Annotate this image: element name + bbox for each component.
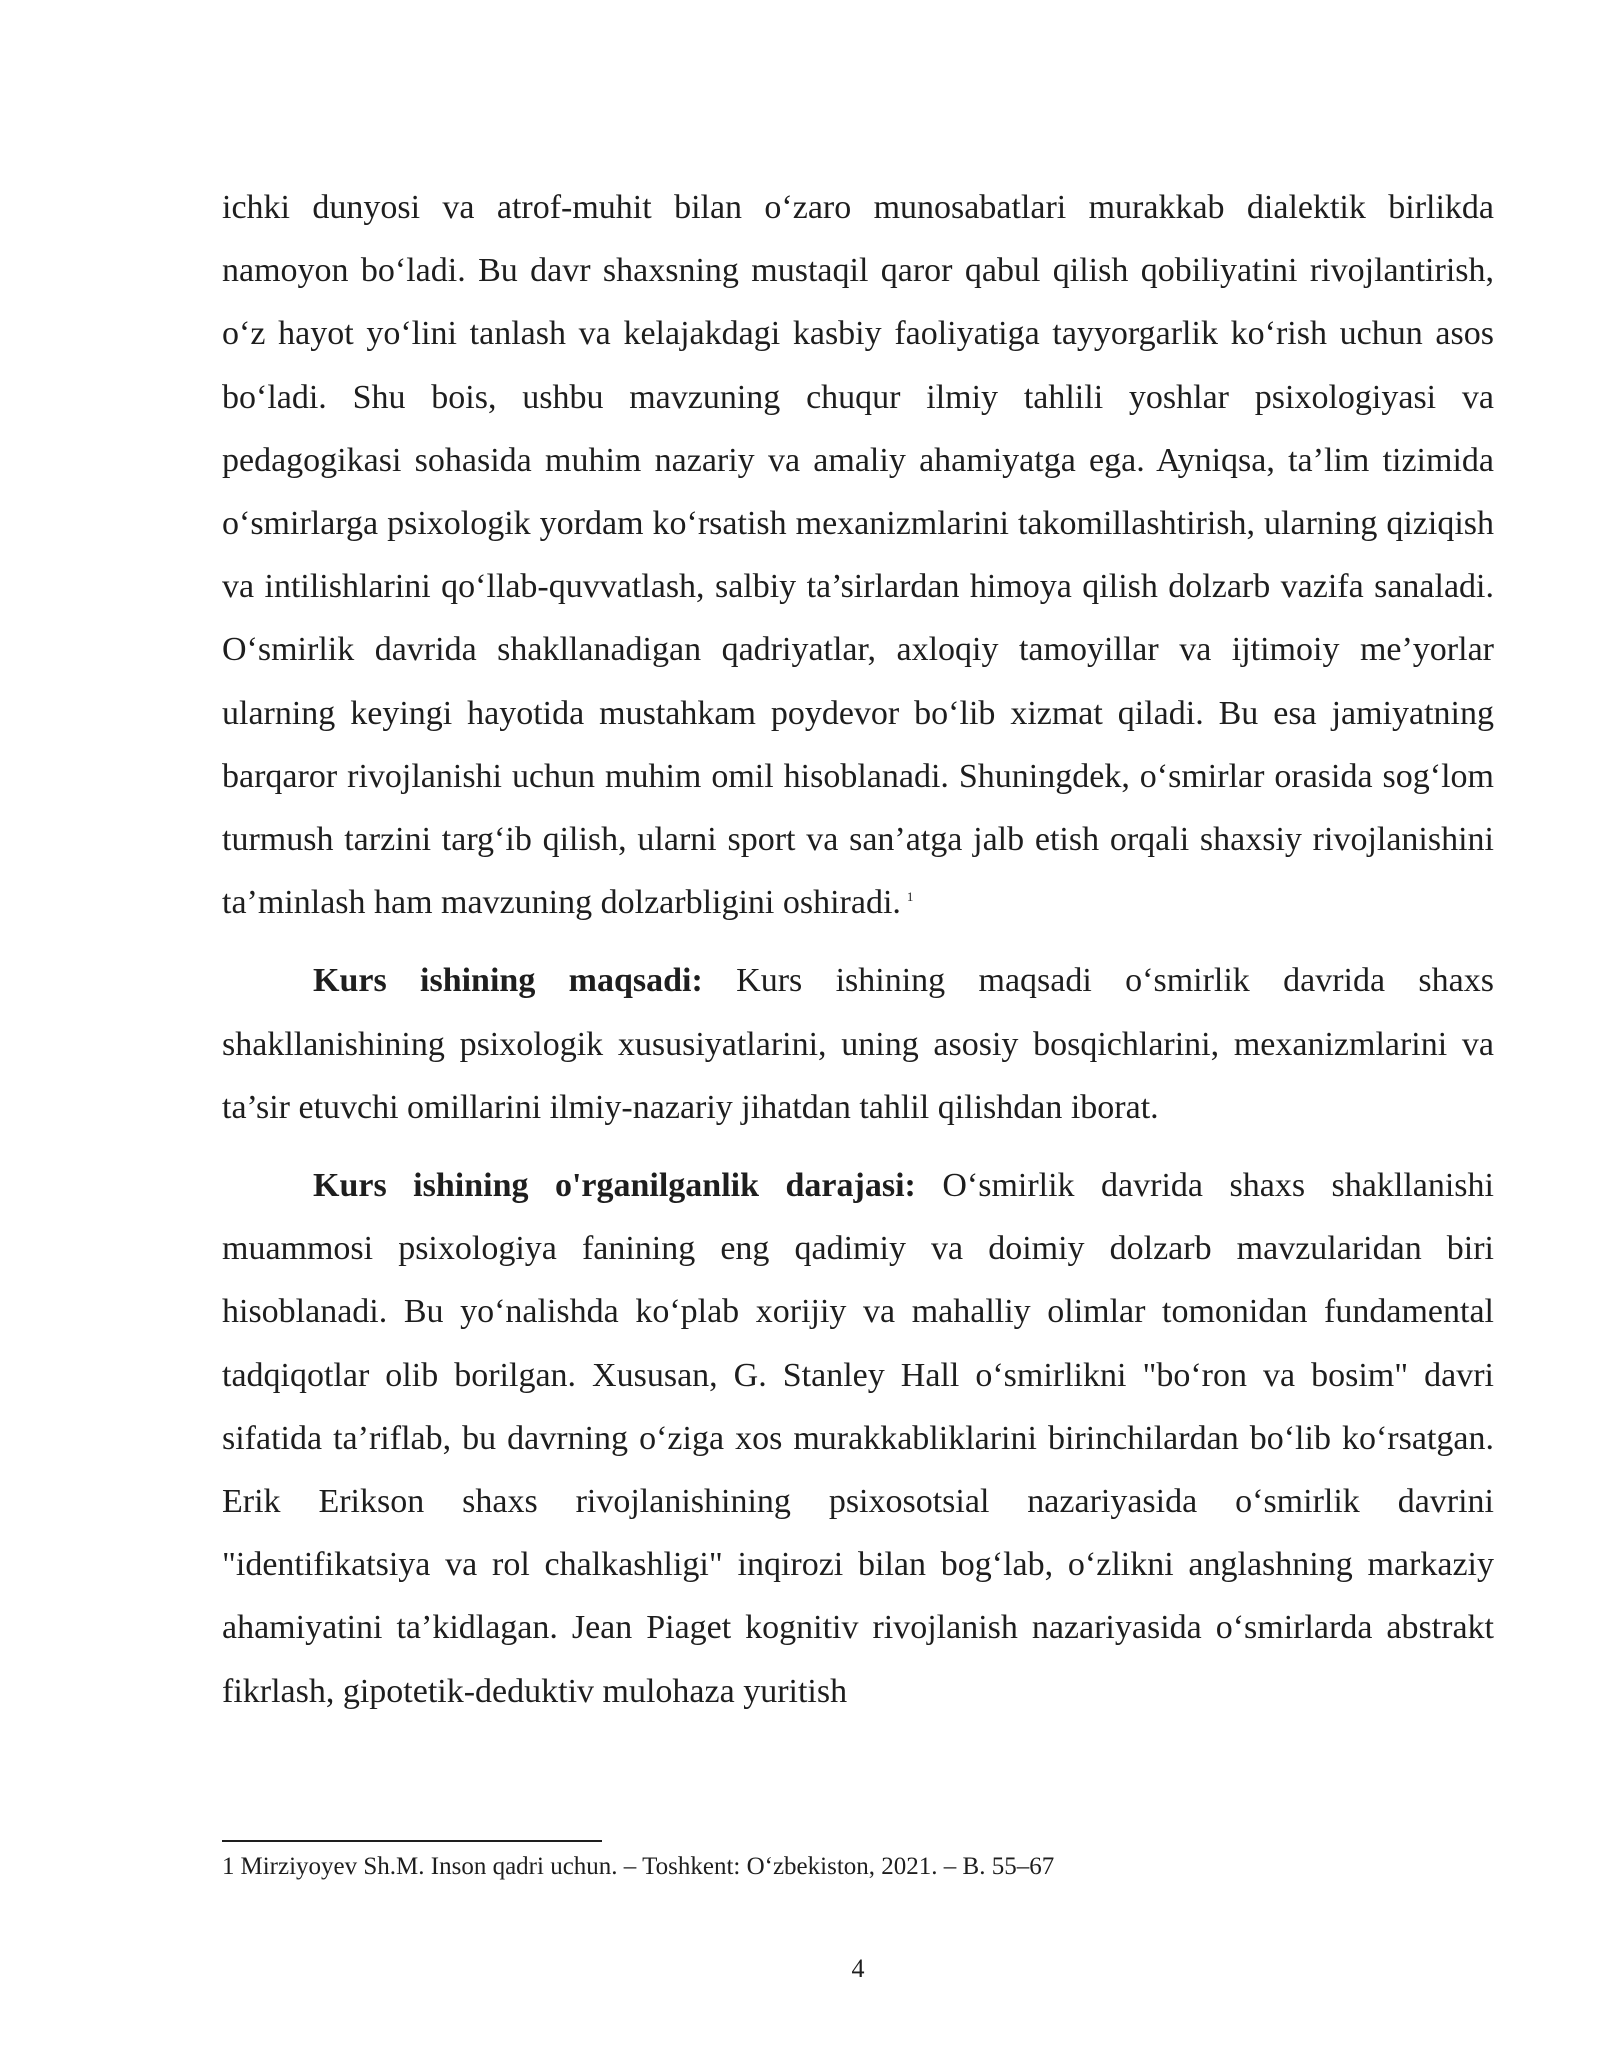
footnote-reference[interactable]: 1 — [906, 888, 914, 904]
research-level-text: O‘smirlik davrida shaxs shakllanishi muammosi psixologiya fanining eng qadimiy va doimiy dolzarb mavzularidan biri hisoblanadi. Bu yo‘nalishda ko‘plab xorijiy va mahalliy olimlar tomonidan fundamental tadqiqotlar olib borilgan. Xususan, G. Stanley Hall o‘smirlikni "bo‘ron va bosim" davri sifatida ta’riflab, bu davrning o‘ziga xos murakkabliklarini birinchilardan bo‘lib ko‘rsatgan. Erik Erikson shaxs rivojlanishining psixosotsial nazariyasida o‘smirlik davrini "identifikatsiya va rol chalkashligi" inqirozi bilan bog‘lab, o‘zlikni anglashning markaziy ahamiyatini ta’kidlagan. Jean Piaget kognitiv rivojlanish nazariyasida o‘smirlarda abstrakt fikrlash, gipotetik-deduktiv mulohaza yuritish — [222, 1167, 1494, 1710]
goal-heading: Kurs ishining maqsadi: — [313, 962, 703, 1000]
body-text — [222, 176, 1494, 1723]
footnote-separator — [222, 1840, 602, 1842]
page-number: 4 — [851, 1954, 865, 1983]
footnote-text: Mirziyoyev Sh.M. Inson qadri uchun. – Toshkent: O‘zbekiston, 2021. – B. 55–67 — [240, 1853, 1055, 1880]
footnote — [222, 1850, 1494, 1884]
goal-text: Kurs ishining maqsadi o‘smirlik davrida shaxs shakllanishining psixologik xususiyatlarini, uning asosiy bosqichlarini, mexanizmlarini va ta’sir etuvchi omillarini ilmiy-nazariy jihatdan tahlil qilishdan iborat. — [222, 962, 1494, 1126]
paragraph-introduction-text: ichki dunyosi va atrof-muhit bilan o‘zaro munosabatlari murakkab dialektik birlikda namoyon bo‘ladi. Bu davr shaxsning mustaqil qaror qabul qilish qobiliyatini rivojlantirish, o‘z hayot yo‘lini tanlash va kelajakdagi kasbiy faoliyatiga tayyorgarlik ko‘rish uchun asos bo‘ladi. Shu bois, ushbu mavzuning chuqur ilmiy tahlili yoshlar psixologiyasi va pedagogikasi sohasida muhim nazariy va amaliy ahamiyatga ega. Ayniqsa, ta’lim tizimida o‘smirlarga psixologik yordam ko‘rsatish mexanizmlarini takomillashtirish, ularning qiziqish va intilishlarini qo‘llab-quvvatlash, salbiy ta’sirlardan himoya qilish dolzarb vazifa sanaladi. O‘smirlik davrida shakllanadigan qadriyatlar, axloqiy tamoyillar va ijtimoiy me’yorlar ularning keyingi hayotida mustahkam poydevor bo‘lib xizmat qiladi. Bu esa jamiyatning barqaror rivojlanishi uchun muhim omil hisoblanadi. Shuningdek, o‘smirlar orasida sog‘lom turmush tarzini targ‘ib qilish, ularni sport va san’atga jalb etish orqali shaxsiy rivojlanishini ta’minlash ham mavzuning dolzarbligini oshiradi. — [222, 189, 1494, 922]
paragraph-research-level — [222, 1154, 1494, 1723]
paragraph-goal — [222, 949, 1494, 1139]
research-level-heading: Kurs ishining o'rganilganlik darajasi: — [313, 1167, 916, 1205]
footnote-number: 1 — [222, 1853, 235, 1880]
paragraph-introduction — [222, 176, 1494, 934]
